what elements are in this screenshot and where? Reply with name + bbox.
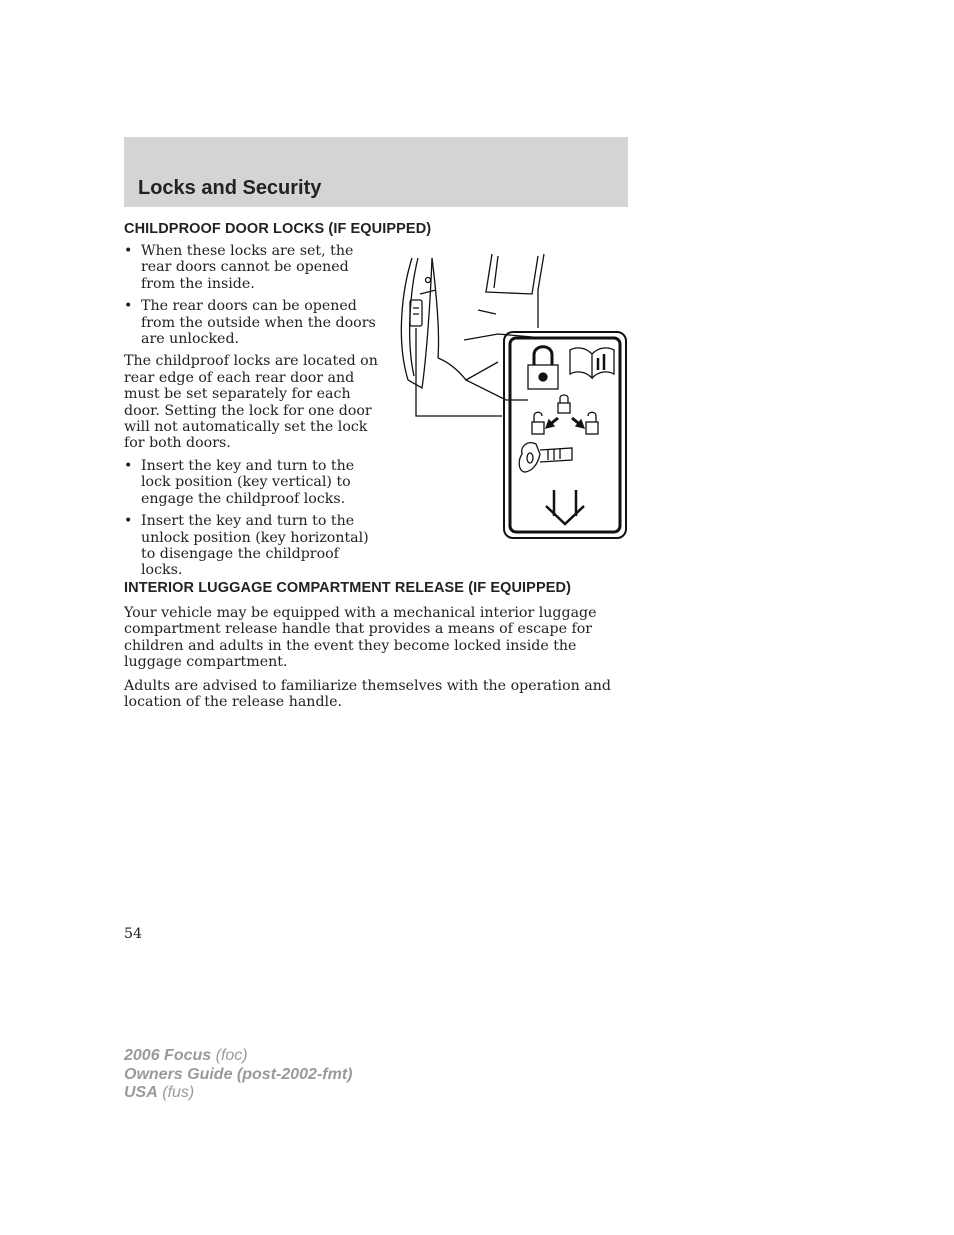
page-title: Locks and Security [138,177,322,199]
luggage-advice-paragraph: Adults are advised to familiarize themselves with the operation and location of the release handle. [124,677,611,711]
footer-market-code: (fus) [162,1084,195,1101]
footer-line-3 [124,1084,352,1103]
list-item-text: The rear doors can be opened from the outside when the doors are unlocked. [141,298,376,348]
page-number: 54 [124,926,143,942]
bullet-icon: • [124,298,133,315]
bullet-icon: • [124,513,133,530]
list-item-text: Insert the key and turn to the unlock position (key horizontal) to disengage the childproof locks. [141,513,369,579]
bullet-icon: • [124,243,133,259]
bullet-icon: • [124,457,133,474]
list-item [124,458,380,507]
list-item [124,513,380,579]
footer-line-2 [124,1066,352,1085]
list-item-text: When these locks are set, the rear doors cannot be opened from the inside. [141,243,354,292]
footer-line-1 [124,1047,352,1066]
list-item-text: Insert the key and turn to the lock position (key vertical) to engage the childproof locks. [141,457,355,507]
heading-luggage-release: INTERIOR LUGGAGE COMPARTMENT RELEASE (IF EQUIPPED) [124,580,571,596]
luggage-release-text [124,605,634,717]
bullet-list-b [124,458,380,579]
childproof-location-paragraph: The childproof locks are located on rear edge of each rear door and must be set separately for each door. Setting the lock for one door will not automatically set the lock for both doors. [124,353,378,452]
footer-model: 2006 Focus [124,1047,212,1064]
bullet-list-a [124,243,380,347]
childproof-lock-diagram-icon [388,250,628,542]
childproof-text-column [124,243,380,585]
footer-guide: Owners Guide (post-2002-fmt) [124,1065,353,1083]
section-header-band [124,137,628,207]
footer-model-code: (foc) [215,1047,248,1064]
footer-market: USA [124,1084,158,1101]
heading-childproof-locks: CHILDPROOF DOOR LOCKS (IF EQUIPPED) [124,221,432,237]
document-footer [124,1047,352,1103]
list-item [124,243,380,292]
luggage-release-paragraph: Your vehicle may be equipped with a mechanical interior luggage compartment release handle that provides a means of escape for children and adults in the event they become locked inside the luggage compartment. [124,605,597,671]
list-item [124,298,380,347]
